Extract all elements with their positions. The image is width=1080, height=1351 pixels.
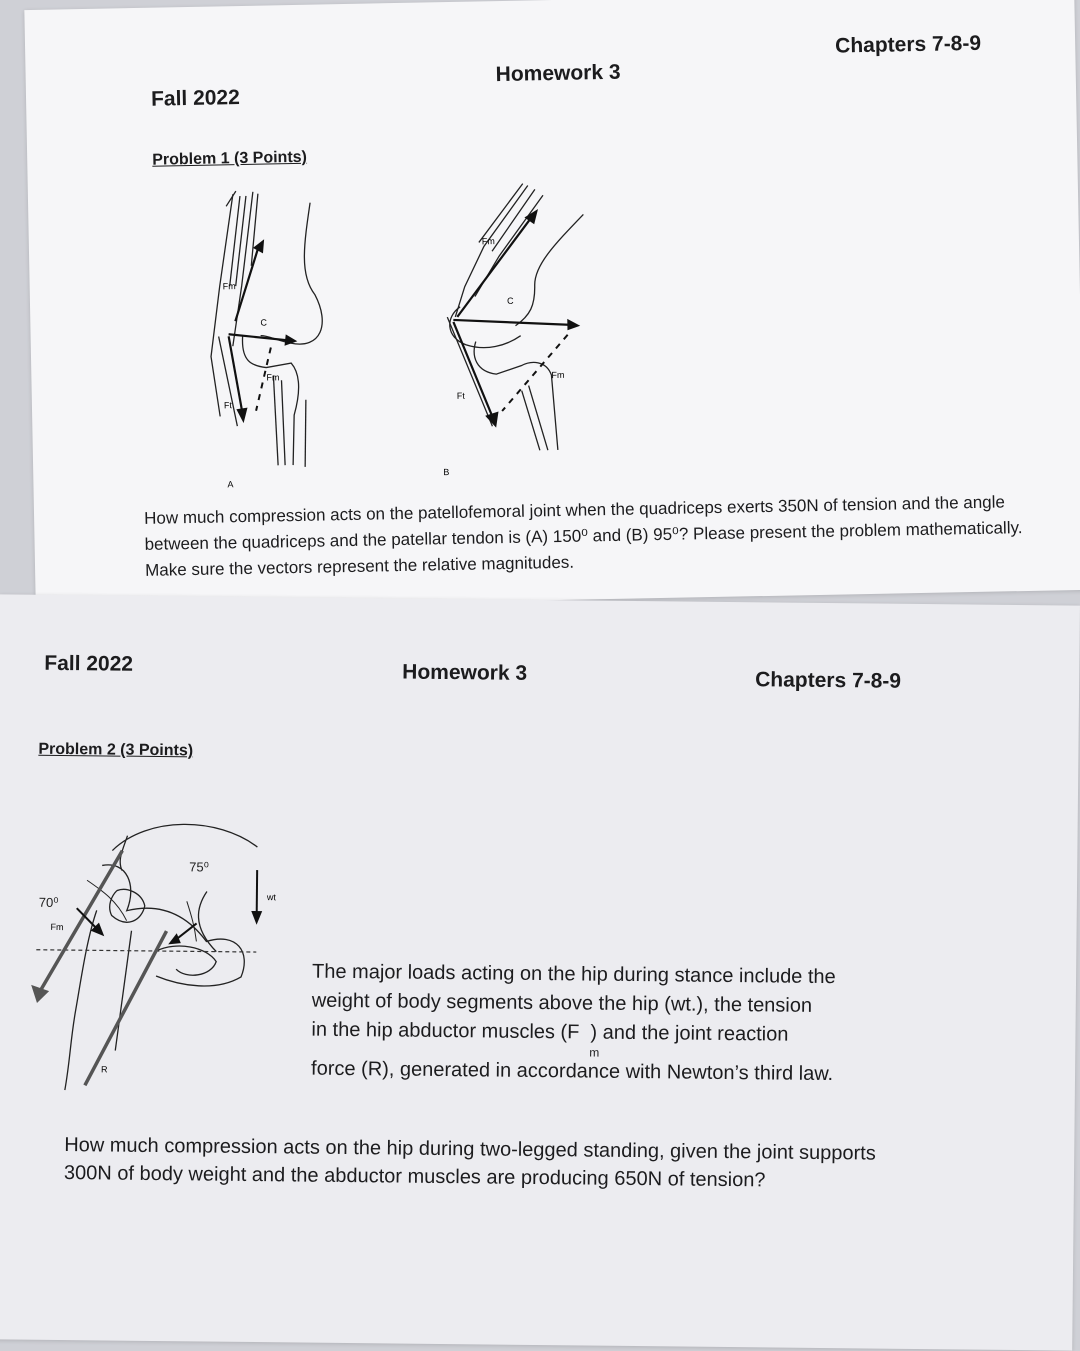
problem-1-sheet: [24, 0, 1080, 610]
semester-label-2: Fall 2022: [44, 652, 133, 677]
angle-75-label: 75⁰: [189, 859, 209, 874]
problem-2-sheet: [0, 594, 1080, 1350]
fm-label-a: Fm: [223, 281, 236, 291]
description-line: force (R), generated in accordance with Newton’s third law.: [311, 1055, 891, 1090]
fm-dashed-label-b: Fm: [551, 370, 564, 380]
problem-2-question: How much compression acts on the hip during two-legged standing, given the joint supports 300N of body weight and the abductor muscles are producing 650N of tension?: [64, 1131, 885, 1196]
chapters-label: Chapters 7-8-9: [835, 32, 981, 59]
problem-2-title: Problem 2 (3 Points): [38, 741, 193, 761]
ft-label-b: Ft: [457, 391, 466, 401]
r-label: R: [101, 1064, 108, 1074]
panel-b-label: B: [443, 467, 449, 477]
description-line: The major loads acting on the hip during stance include the: [312, 958, 892, 993]
assignment-title-2: Homework 3: [402, 661, 527, 686]
ft-label-a: Ft: [224, 400, 233, 410]
subscript-m: m: [589, 1048, 891, 1061]
fm-label-b: Fm: [482, 236, 495, 246]
knee-figure-b: [403, 174, 609, 478]
problem-2-description: [311, 958, 892, 1090]
chapters-label-2: Chapters 7-8-9: [755, 668, 901, 694]
problem-1-title: Problem 1 (3 Points): [152, 149, 307, 170]
assignment-title: Homework 3: [495, 61, 620, 87]
knee-figure-a: [178, 184, 344, 487]
description-line: weight of body segments above the hip (wt.), the tension: [312, 987, 892, 1022]
fm-label-hip: Fm: [50, 922, 63, 932]
hip-figure: [15, 810, 298, 1113]
semester-label: Fall 2022: [151, 86, 240, 112]
panel-a-label: A: [227, 479, 233, 489]
problem-1-question: How much compression acts on the patellofemoral joint when the quadriceps exerts 350N of tension and the angle between the quadriceps and the patellar tendon is (A) 150⁰ and (B) 95⁰? Please present the problem mathematically. Make sure the vectors represent the relative magnitudes.: [144, 489, 1025, 584]
angle-70-label: 70⁰: [39, 895, 59, 910]
wt-label: wt: [266, 892, 277, 902]
fm-dashed-label-a: Fm: [266, 372, 279, 382]
description-line: in the hip abductor muscles (F ) and the joint reaction: [311, 1016, 891, 1051]
c-label-b: C: [507, 296, 514, 306]
c-label-a: C: [260, 318, 267, 328]
